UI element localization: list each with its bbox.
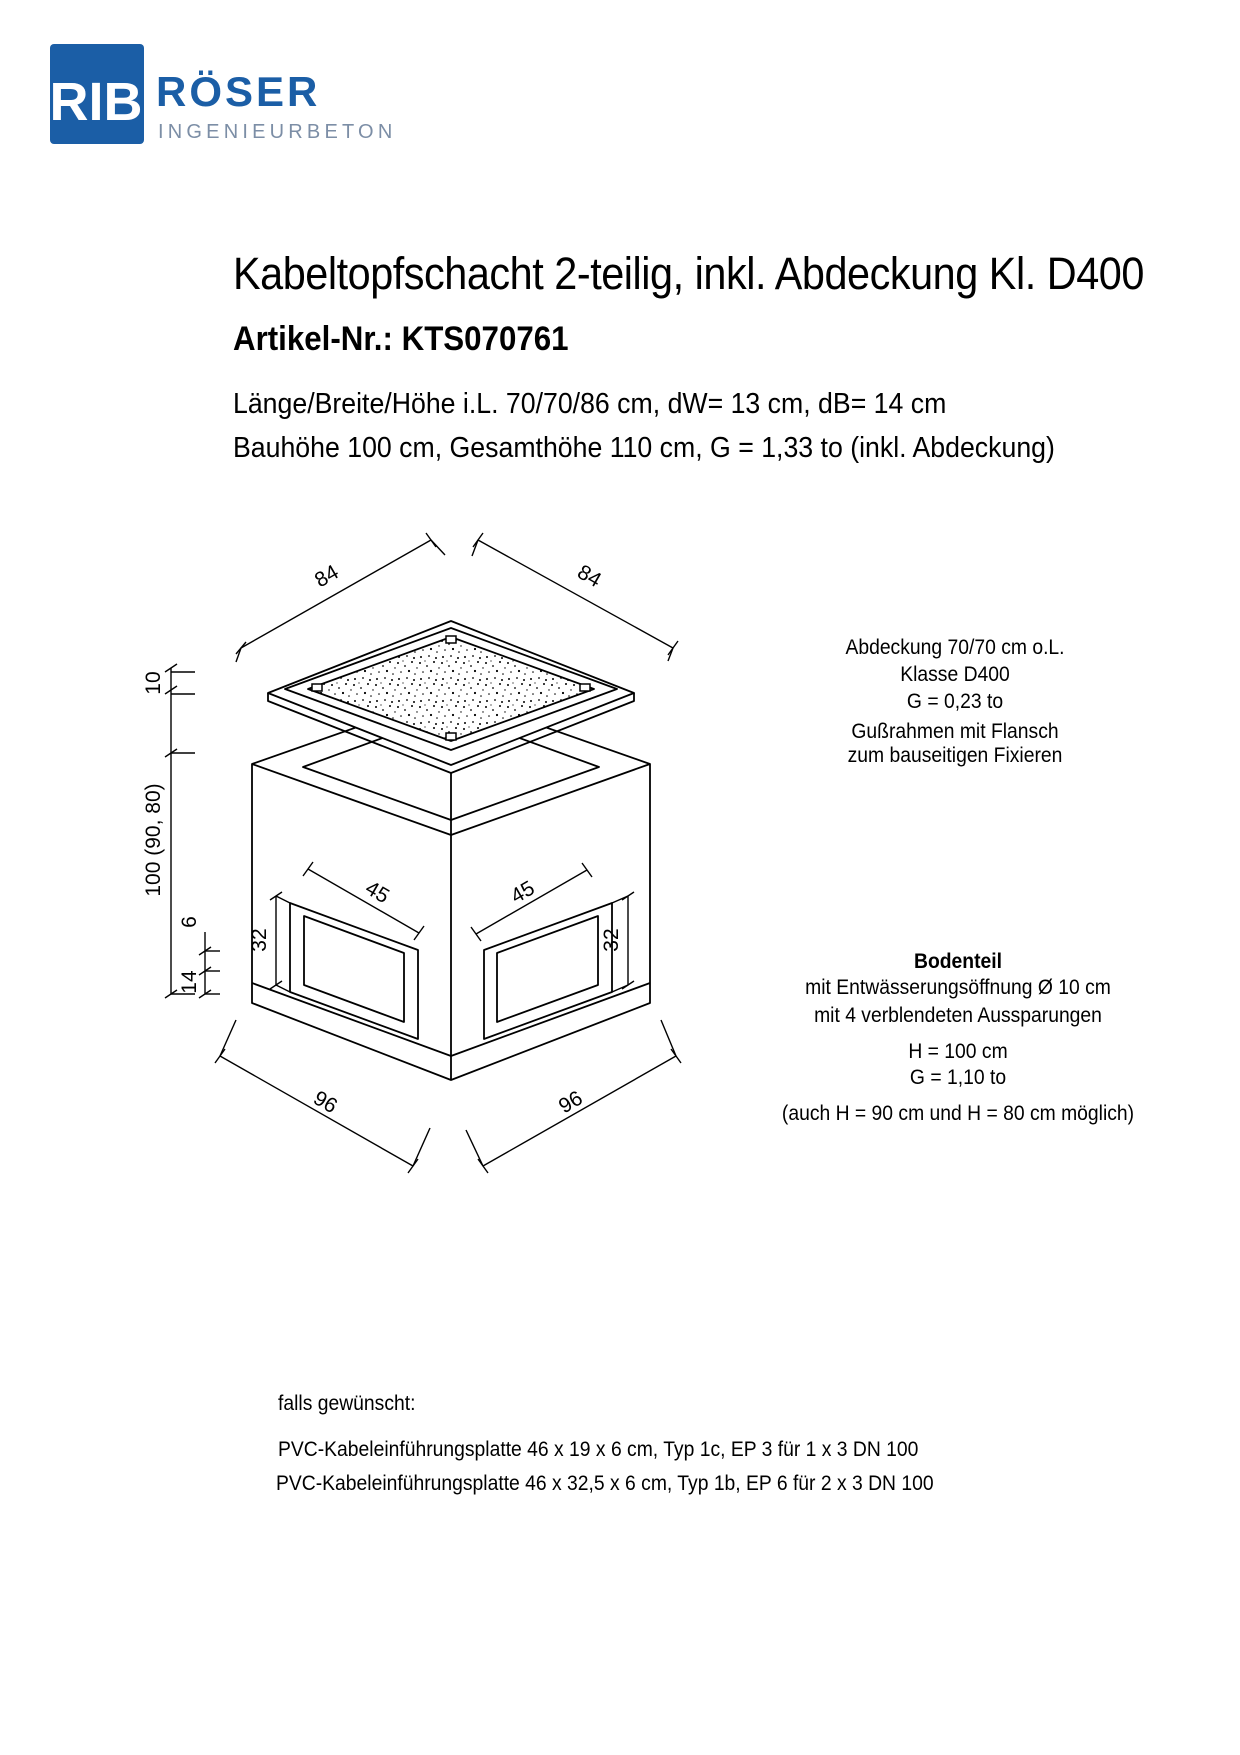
- logo-tagline: INGENIEURBETON: [158, 121, 397, 143]
- base-note-line-3: H = 100 cm: [908, 1040, 1008, 1063]
- base-note-heading: Bodenteil: [913, 950, 1003, 973]
- dim-floor-thickness: 14: [178, 970, 201, 994]
- cover-note-line-1: Abdeckung 70/70 cm o.L.: [845, 636, 1065, 659]
- dim-top-right: 84: [573, 560, 606, 593]
- cover-note-line-4: Gußrahmen mit Flansch: [851, 720, 1059, 743]
- cover-note-line-3: G = 0,23 to: [906, 690, 1004, 713]
- dim-base-right: 96: [554, 1086, 587, 1119]
- article-number: Artikel-Nr.: KTS070761: [233, 320, 569, 358]
- dim-opening-width-left: 45: [361, 876, 394, 909]
- optional-heading: falls gewünscht:: [278, 1392, 416, 1415]
- logo-mark-text: RIB: [50, 72, 143, 132]
- dim-opening-offset: 6: [178, 916, 201, 928]
- dim-opening-height-right: 32: [600, 928, 623, 952]
- logo-company-name: RÖSER: [156, 68, 321, 115]
- cover-bolt-right: [580, 684, 590, 691]
- dim-opening-height-left: 32: [248, 928, 271, 952]
- company-logo: [50, 44, 490, 144]
- dim-top-left: 84: [310, 560, 343, 593]
- cover-note-line-5: zum bauseitigen Fixieren: [847, 744, 1063, 767]
- spec-line-2: Bauhöhe 100 cm, Gesamthöhe 110 cm, G = 1,33 to (inkl. Abdeckung): [233, 432, 1055, 464]
- dim-body-height: 100 (90, 80): [142, 783, 165, 897]
- dim-base-left: 96: [309, 1086, 342, 1119]
- base-note-line-1: mit Entwässerungsöffnung Ø 10 cm: [805, 976, 1111, 999]
- base-note-line-4: G = 1,10 to: [909, 1066, 1007, 1089]
- spec-line-1: Länge/Breite/Höhe i.L. 70/70/86 cm, dW= 13 cm, dB= 14 cm: [233, 388, 947, 420]
- cover-note-line-2: Klasse D400: [900, 663, 1010, 686]
- dim-cover-height: 10: [142, 671, 165, 695]
- cover-bolt-top: [446, 636, 456, 643]
- cover-bolt-left: [312, 684, 322, 691]
- page-title: Kabeltopfschacht 2-teilig, inkl. Abdeckung Kl. D400: [233, 248, 1144, 299]
- base-note-line-5: (auch H = 90 cm und H = 80 cm möglich): [781, 1102, 1135, 1125]
- optional-item-2: PVC-Kabeleinführungsplatte 46 x 32,5 x 6 cm, Typ 1b, EP 6 für 2 x 3 DN 100: [276, 1472, 934, 1495]
- cover-bolt-bottom: [446, 733, 456, 740]
- base-note-line-2: mit 4 verblendeten Aussparungen: [814, 1004, 1102, 1027]
- optional-item-1: PVC-Kabeleinführungsplatte 46 x 19 x 6 cm, Typ 1c, EP 3 für 1 x 3 DN 100: [278, 1438, 919, 1461]
- dim-opening-width-right: 45: [506, 876, 539, 909]
